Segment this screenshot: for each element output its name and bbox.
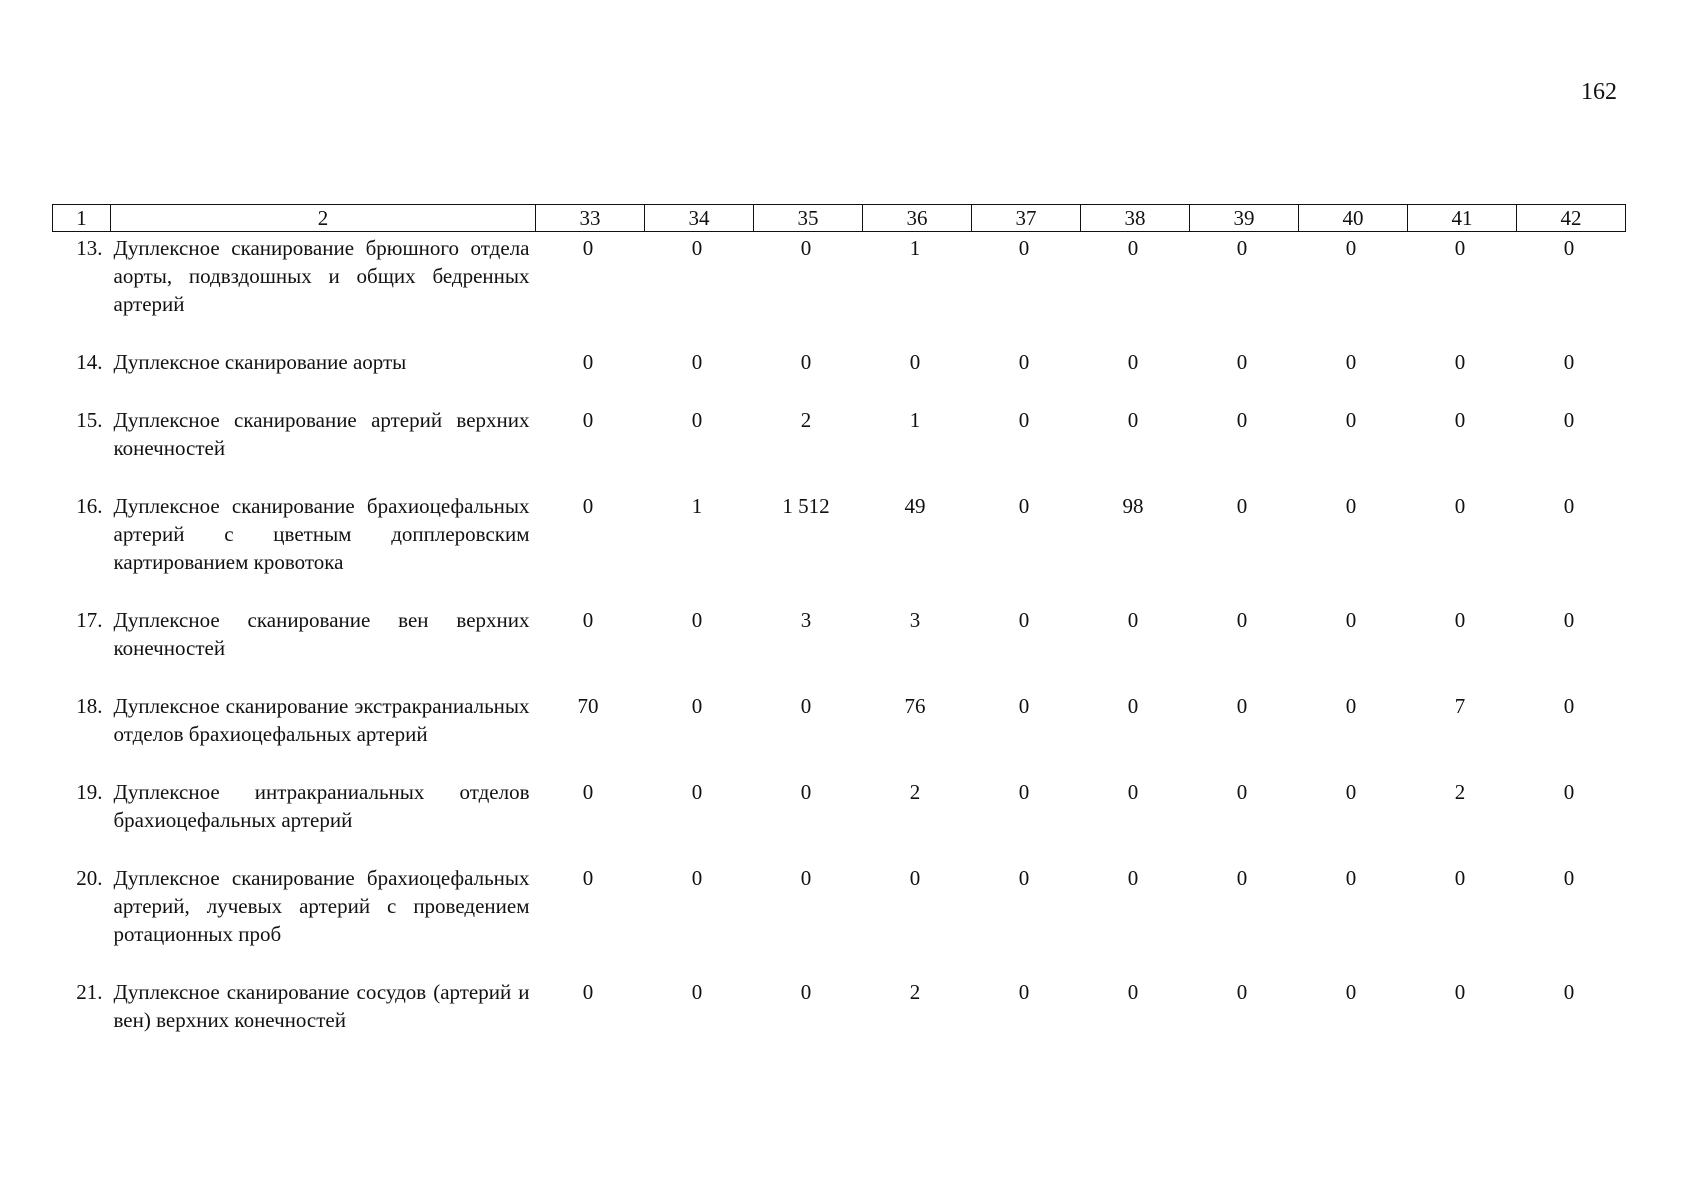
column-header: 34 (645, 205, 754, 232)
table-row (53, 776, 1626, 862)
value-cell: 0 (1018, 694, 1030, 718)
value-cell: 0 (691, 980, 703, 1004)
procedure-name: Дуплексное сканирование брахиоцефальных артерий с цветным допплеровским картированием кровотока (113, 494, 530, 574)
value-cell: 2 (800, 408, 812, 432)
table-row (53, 346, 1626, 404)
row-number: 15. (76, 408, 103, 432)
value-cell: 0 (1454, 350, 1466, 374)
value-cell: 0 (800, 980, 812, 1004)
value-cell: 7 (1454, 694, 1466, 718)
value-cell: 0 (582, 494, 594, 518)
procedure-name: Дуплексное интракраниальных отделов брахиоцефальных артерий (113, 780, 530, 832)
procedure-name: Дуплексное сканирование артерий верхних конечностей (113, 408, 530, 460)
procedure-name: Дуплексное сканирование вен верхних конечностей (113, 608, 530, 660)
value-cell: 0 (1018, 236, 1030, 260)
value-cell: 0 (1127, 980, 1139, 1004)
page-number: 162 (1581, 79, 1617, 105)
value-cell: 0 (1018, 980, 1030, 1004)
value-cell: 0 (1563, 236, 1575, 260)
value-cell: 0 (582, 236, 594, 260)
value-cell: 0 (800, 780, 812, 804)
value-cell: 0 (1345, 780, 1357, 804)
value-cell: 0 (800, 236, 812, 260)
value-cell: 0 (1345, 494, 1357, 518)
value-cell: 0 (1454, 494, 1466, 518)
value-cell: 0 (582, 350, 594, 374)
value-cell: 0 (1018, 866, 1030, 890)
column-header: 39 (1190, 205, 1299, 232)
value-cell: 70 (577, 694, 599, 718)
value-cell: 0 (1563, 608, 1575, 632)
value-cell: 0 (582, 866, 594, 890)
value-cell: 0 (800, 350, 812, 374)
value-cell: 0 (800, 694, 812, 718)
table-row (53, 690, 1626, 776)
column-header: 2 (111, 205, 536, 232)
value-cell: 0 (1127, 236, 1139, 260)
column-header: 35 (754, 205, 863, 232)
value-cell: 0 (1236, 494, 1248, 518)
value-cell: 0 (691, 780, 703, 804)
value-cell: 0 (1236, 694, 1248, 718)
value-cell: 0 (691, 236, 703, 260)
value-cell: 0 (1236, 866, 1248, 890)
procedure-name: Дуплексное сканирование брахиоцефальных артерий, лучевых артерий с проведением ротационных проб (113, 866, 530, 946)
row-number: 20. (76, 866, 103, 890)
row-number: 21. (76, 980, 103, 1004)
value-cell: 0 (1345, 980, 1357, 1004)
procedure-name: Дуплексное сканирование экстракраниальных отделов брахиоцефальных артерий (113, 694, 530, 746)
value-cell: 0 (691, 608, 703, 632)
statistics-table (52, 204, 1626, 1034)
column-header: 41 (1408, 205, 1517, 232)
value-cell: 0 (1454, 608, 1466, 632)
value-cell: 0 (1236, 980, 1248, 1004)
value-cell: 0 (1454, 236, 1466, 260)
value-cell: 0 (582, 608, 594, 632)
table-row (53, 404, 1626, 490)
row-number: 13. (76, 236, 103, 260)
value-cell: 0 (1454, 408, 1466, 432)
value-cell: 0 (1018, 780, 1030, 804)
procedure-name: Дуплексное сканирование сосудов (артерий и вен) верхних конечностей (113, 980, 530, 1032)
value-cell: 3 (909, 608, 921, 632)
value-cell: 0 (1018, 494, 1030, 518)
column-header: 33 (536, 205, 645, 232)
value-cell: 0 (909, 866, 921, 890)
value-cell: 0 (1563, 408, 1575, 432)
procedure-name: Дуплексное сканирование брюшного отдела аорты, подвздошных и общих бедренных артерий (113, 236, 530, 316)
value-cell: 49 (904, 494, 926, 518)
value-cell: 0 (800, 866, 812, 890)
value-cell: 0 (1345, 608, 1357, 632)
value-cell: 0 (1563, 866, 1575, 890)
value-cell: 98 (1122, 494, 1144, 518)
value-cell: 0 (1018, 408, 1030, 432)
value-cell: 0 (691, 408, 703, 432)
value-cell: 1 512 (782, 494, 830, 518)
value-cell: 0 (582, 408, 594, 432)
column-header: 36 (863, 205, 972, 232)
value-cell: 0 (1236, 780, 1248, 804)
value-cell: 0 (1563, 350, 1575, 374)
table-row (53, 862, 1626, 976)
column-header: 1 (53, 205, 111, 232)
value-cell: 0 (1454, 866, 1466, 890)
value-cell: 0 (1018, 350, 1030, 374)
value-cell: 0 (1127, 408, 1139, 432)
value-cell: 76 (904, 694, 926, 718)
row-number: 19. (76, 780, 103, 804)
value-cell: 0 (1345, 350, 1357, 374)
value-cell: 0 (1127, 780, 1139, 804)
value-cell: 2 (909, 980, 921, 1004)
value-cell: 0 (1345, 866, 1357, 890)
table-row (53, 976, 1626, 1034)
value-cell: 0 (691, 866, 703, 890)
value-cell: 0 (1018, 608, 1030, 632)
value-cell: 0 (582, 780, 594, 804)
value-cell: 0 (1236, 350, 1248, 374)
table-row (53, 604, 1626, 690)
column-header: 37 (972, 205, 1081, 232)
value-cell: 0 (691, 350, 703, 374)
value-cell: 0 (1236, 608, 1248, 632)
value-cell: 2 (1454, 780, 1466, 804)
value-cell: 0 (1127, 608, 1139, 632)
value-cell: 0 (582, 980, 594, 1004)
value-cell: 0 (1563, 780, 1575, 804)
table-row (53, 232, 1626, 347)
value-cell: 0 (1127, 866, 1139, 890)
value-cell: 1 (909, 236, 921, 260)
row-number: 18. (76, 694, 103, 718)
table-row (53, 490, 1626, 604)
header-row (53, 205, 1626, 232)
table-body (53, 232, 1626, 1035)
value-cell: 0 (1236, 236, 1248, 260)
value-cell: 0 (1127, 694, 1139, 718)
column-header: 38 (1081, 205, 1190, 232)
value-cell: 0 (909, 350, 921, 374)
column-header: 42 (1517, 205, 1626, 232)
row-number: 14. (76, 350, 103, 374)
value-cell: 0 (1345, 236, 1357, 260)
value-cell: 0 (1127, 350, 1139, 374)
value-cell: 2 (909, 780, 921, 804)
value-cell: 0 (1454, 980, 1466, 1004)
row-number: 17. (76, 608, 103, 632)
row-number: 16. (76, 494, 103, 518)
value-cell: 0 (1236, 408, 1248, 432)
column-header: 40 (1299, 205, 1408, 232)
value-cell: 1 (691, 494, 703, 518)
value-cell: 0 (1345, 408, 1357, 432)
value-cell: 3 (800, 608, 812, 632)
value-cell: 0 (1563, 980, 1575, 1004)
value-cell: 0 (1563, 494, 1575, 518)
value-cell: 0 (1563, 694, 1575, 718)
value-cell: 1 (909, 408, 921, 432)
value-cell: 0 (691, 694, 703, 718)
procedure-name: Дуплексное сканирование аорты (113, 350, 407, 374)
value-cell: 0 (1345, 694, 1357, 718)
